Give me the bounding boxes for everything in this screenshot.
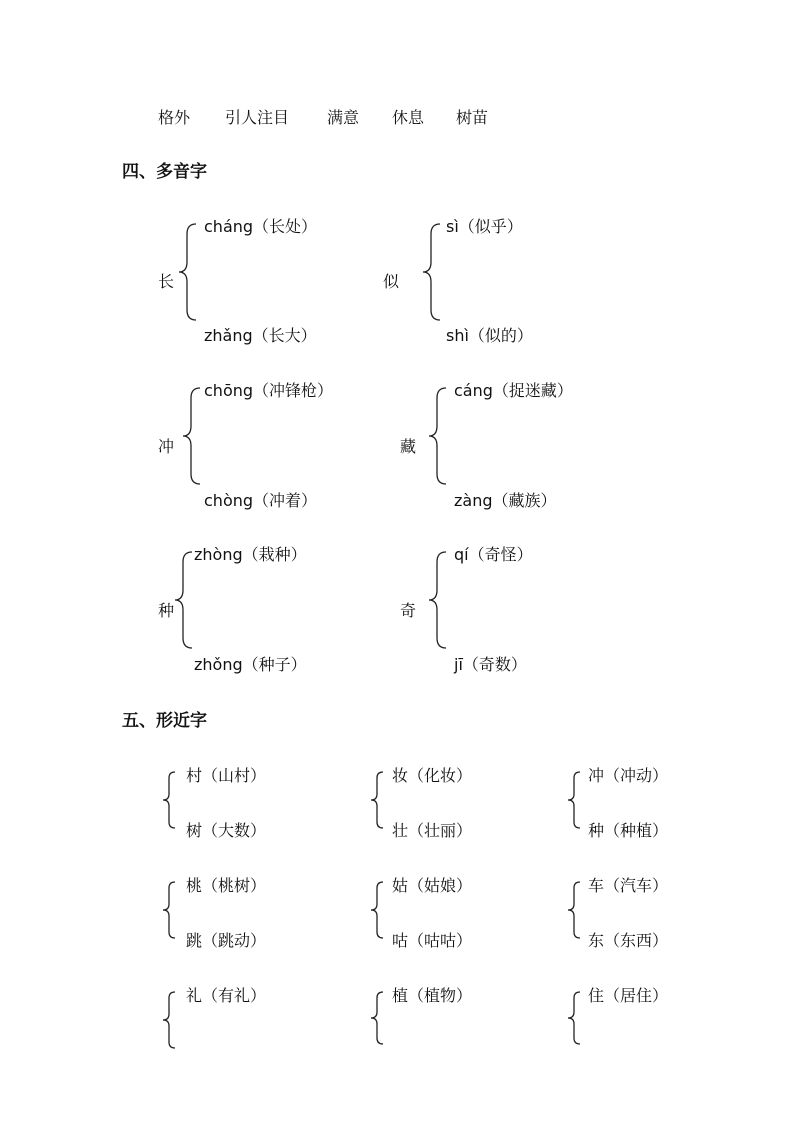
brace-icon <box>180 386 204 486</box>
similar-char-bottom: 树（大数） <box>186 821 267 840</box>
polyphone-char: 藏 <box>400 437 417 456</box>
similar-char-top: 冲（冲动） <box>588 766 669 785</box>
polyphone-char: 似 <box>383 272 400 291</box>
similar-char-top: 礼（有礼） <box>186 986 267 1005</box>
polyphone-reading-top: qí（奇怪） <box>454 545 533 564</box>
brace-icon <box>420 222 444 322</box>
polyphone-char: 奇 <box>400 601 417 620</box>
section4-heading: 四、多音字 <box>122 162 207 182</box>
similar-char-top: 植（植物） <box>392 986 473 1005</box>
brace-icon <box>368 770 386 830</box>
similar-char-bottom: 咕（咕咕） <box>392 931 473 950</box>
brace-icon <box>368 880 386 940</box>
similar-char-top: 住（居住） <box>588 986 669 1005</box>
similar-char-top: 车（汽车） <box>588 876 669 895</box>
brace-icon <box>176 222 200 322</box>
brace-icon <box>160 770 178 830</box>
polyphone-reading-top: zhòng（栽种） <box>194 545 307 564</box>
word-2: 引人注目 <box>225 108 290 127</box>
similar-char-bottom: 东（东西） <box>588 931 669 950</box>
similar-char-bottom: 种（种植） <box>588 821 669 840</box>
polyphone-reading-top: cáng（捉迷藏） <box>454 381 573 400</box>
brace-icon <box>160 880 178 940</box>
polyphone-reading-top: chōng（冲锋枪） <box>204 381 334 400</box>
polyphone-char: 冲 <box>158 437 175 456</box>
brace-icon <box>565 990 583 1046</box>
brace-icon <box>565 880 583 940</box>
similar-char-top: 村（山村） <box>186 766 267 785</box>
similar-char-top: 妆（化妆） <box>392 766 473 785</box>
polyphone-reading-top: sì（似乎） <box>446 217 523 236</box>
polyphone-reading-bottom: zhǎng（长大） <box>204 326 317 345</box>
polyphone-char: 种 <box>158 601 175 620</box>
polyphone-reading-bottom: zàng（藏族） <box>454 491 557 510</box>
brace-icon <box>160 990 178 1050</box>
similar-char-top: 姑（姑娘） <box>392 876 473 895</box>
word-4: 休息 <box>392 108 425 127</box>
word-5: 树苗 <box>456 108 489 127</box>
polyphone-reading-bottom: zhǒng（种子） <box>194 655 307 674</box>
brace-icon <box>172 550 196 650</box>
brace-icon <box>368 990 386 1046</box>
polyphone-reading-top: cháng（长处） <box>204 217 318 236</box>
brace-icon <box>426 550 450 650</box>
section5-heading: 五、形近字 <box>122 711 207 731</box>
polyphone-reading-bottom: jī（奇数） <box>454 655 527 674</box>
polyphone-reading-bottom: shì（似的） <box>446 326 533 345</box>
similar-char-bottom: 壮（壮丽） <box>392 821 473 840</box>
polyphone-char: 长 <box>158 272 175 291</box>
word-1: 格外 <box>158 108 191 127</box>
brace-icon <box>565 770 583 830</box>
similar-char-top: 桃（桃树） <box>186 876 267 895</box>
brace-icon <box>426 386 450 486</box>
similar-char-bottom: 跳（跳动） <box>186 931 267 950</box>
polyphone-reading-bottom: chòng（冲着） <box>204 491 318 510</box>
word-3: 满意 <box>327 108 360 127</box>
